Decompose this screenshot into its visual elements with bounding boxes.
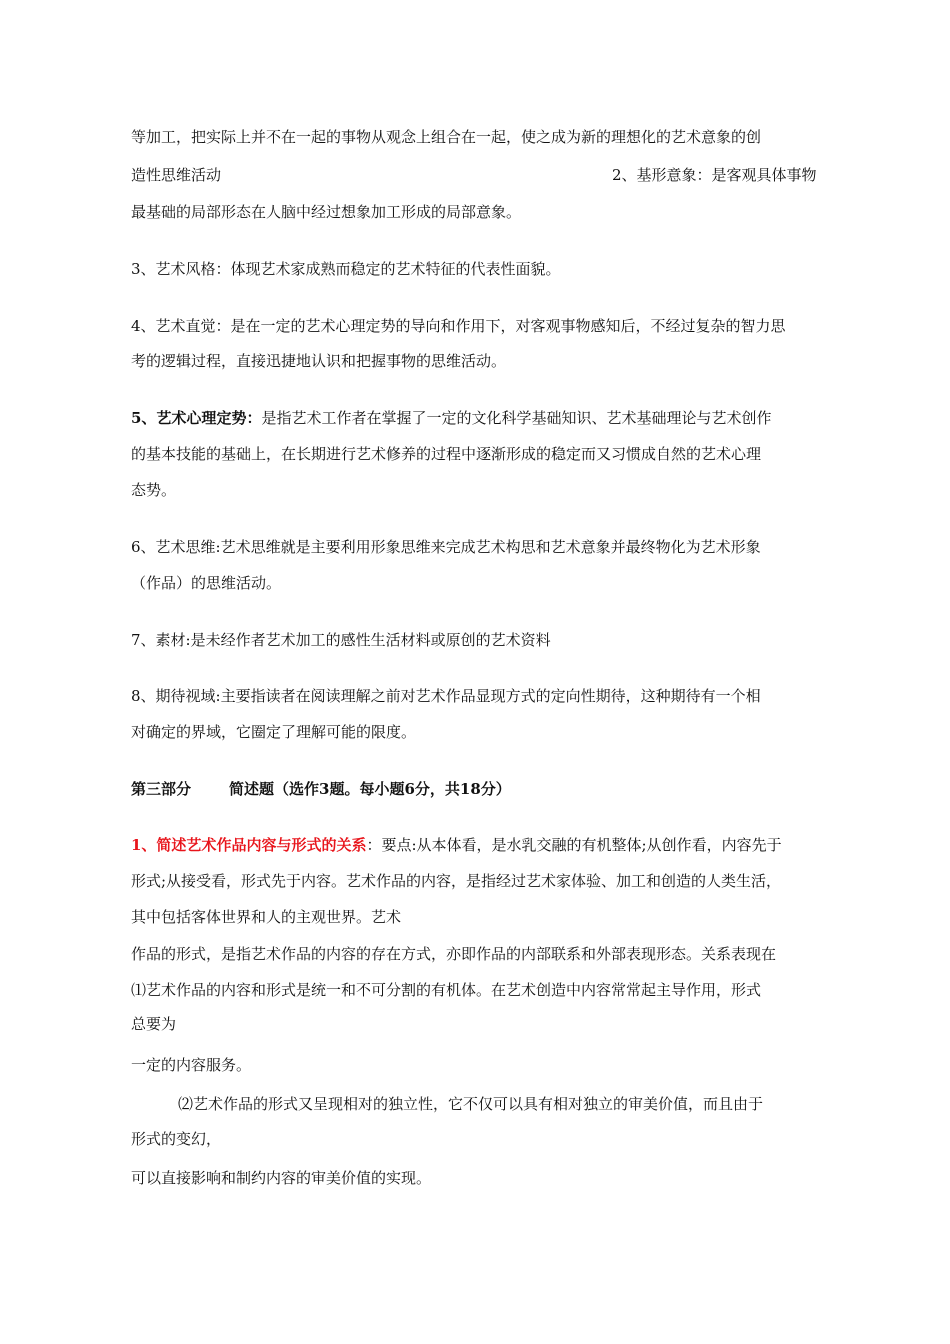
text-line: 态势。 [131,481,177,499]
text-line: 其中包括客体世界和人的主观世界。艺术 [131,908,402,926]
question-text: ：要点:从本体看，是水乳交融的有机整体;从创作看，内容先于 [366,836,782,854]
text-line: 的基本技能的基础上，在长期进行艺术修养的过程中逐渐形成的稳定而又习惯成自然的艺术心理 [131,445,762,463]
text-line: 对确定的界域，它圈定了理解可能的限度。 [131,723,417,741]
text-line: 作品的形式，是指艺术作品的内容的存在方式，亦即作品的内部联系和外部表现形态。关系表现在 [131,945,777,963]
text-line: （作品）的思维活动。 [131,574,282,592]
text-line: 形式;从接受看，形式先于内容。艺术作品的内容，是指经过艺术家体验、加工和创造的人类生活， [131,872,782,890]
question-heading: 1、简述艺术作品内容与形式的关系 [131,836,367,854]
text-line: 总要为 [131,1015,177,1033]
section-part: 第三部分 [131,780,192,798]
text-line: 形式的变幻， [131,1130,222,1148]
question-1 [131,835,782,855]
text-line: 造性思维活动 [131,166,222,184]
text-line: 一定的内容服务。 [131,1056,252,1074]
section-heading [131,779,511,799]
term-text: 是指艺术工作者在掌握了一定的文化科学基础知识、艺术基础理论与艺术创作 [261,409,772,427]
text-line: ⑵艺术作品的形式又呈现相对的独立性，它不仅可以具有相对独立的审美价值，而且由于 [178,1095,764,1113]
text-line: ⑴艺术作品的内容和形式是统一和不可分割的有机体。在艺术创造中内容常常起主导作用，形式 [131,981,762,999]
text-line: 考的逻辑过程，直接迅捷地认识和把握事物的思维活动。 [131,352,507,370]
text-line: 等加工，把实际上并不在一起的事物从观念上组合在一起，使之成为新的理想化的艺术意象的创 [131,128,762,146]
section-title: 简述题（选作3题。每小题6分，共18分） [229,780,511,798]
definition-art-intuition: 4、艺术直觉：是在一定的艺术心理定势的导向和作用下，对客观事物感知后，不经过复杂的智力思 [131,317,786,335]
definition-art-mindset [131,408,771,428]
text-line: 可以直接影响和制约内容的审美价值的实现。 [131,1169,432,1187]
definition-art-thinking: 6、艺术思维:艺术思维就是主要利用形象思维来完成艺术构思和艺术意象并最终物化为艺术形象 [131,538,761,556]
definition-horizon-of-expectation: 8、期待视域:主要指读者在阅读理解之前对艺术作品显现方式的定向性期待，这种期待有一个相 [131,687,761,705]
definition-art-style: 3、艺术风格：体现艺术家成熟而稳定的艺术特征的代表性面貌。 [131,260,561,278]
definition-material: 7、素材:是未经作者艺术加工的感性生活材料或原创的艺术资料 [131,631,551,649]
term-label: 5、艺术心理定势： [131,409,262,427]
text-line: 2、基形意象：是客观具体事物 [612,166,817,184]
text-line: 最基础的局部形态在人脑中经过想象加工形成的局部意象。 [131,203,522,221]
